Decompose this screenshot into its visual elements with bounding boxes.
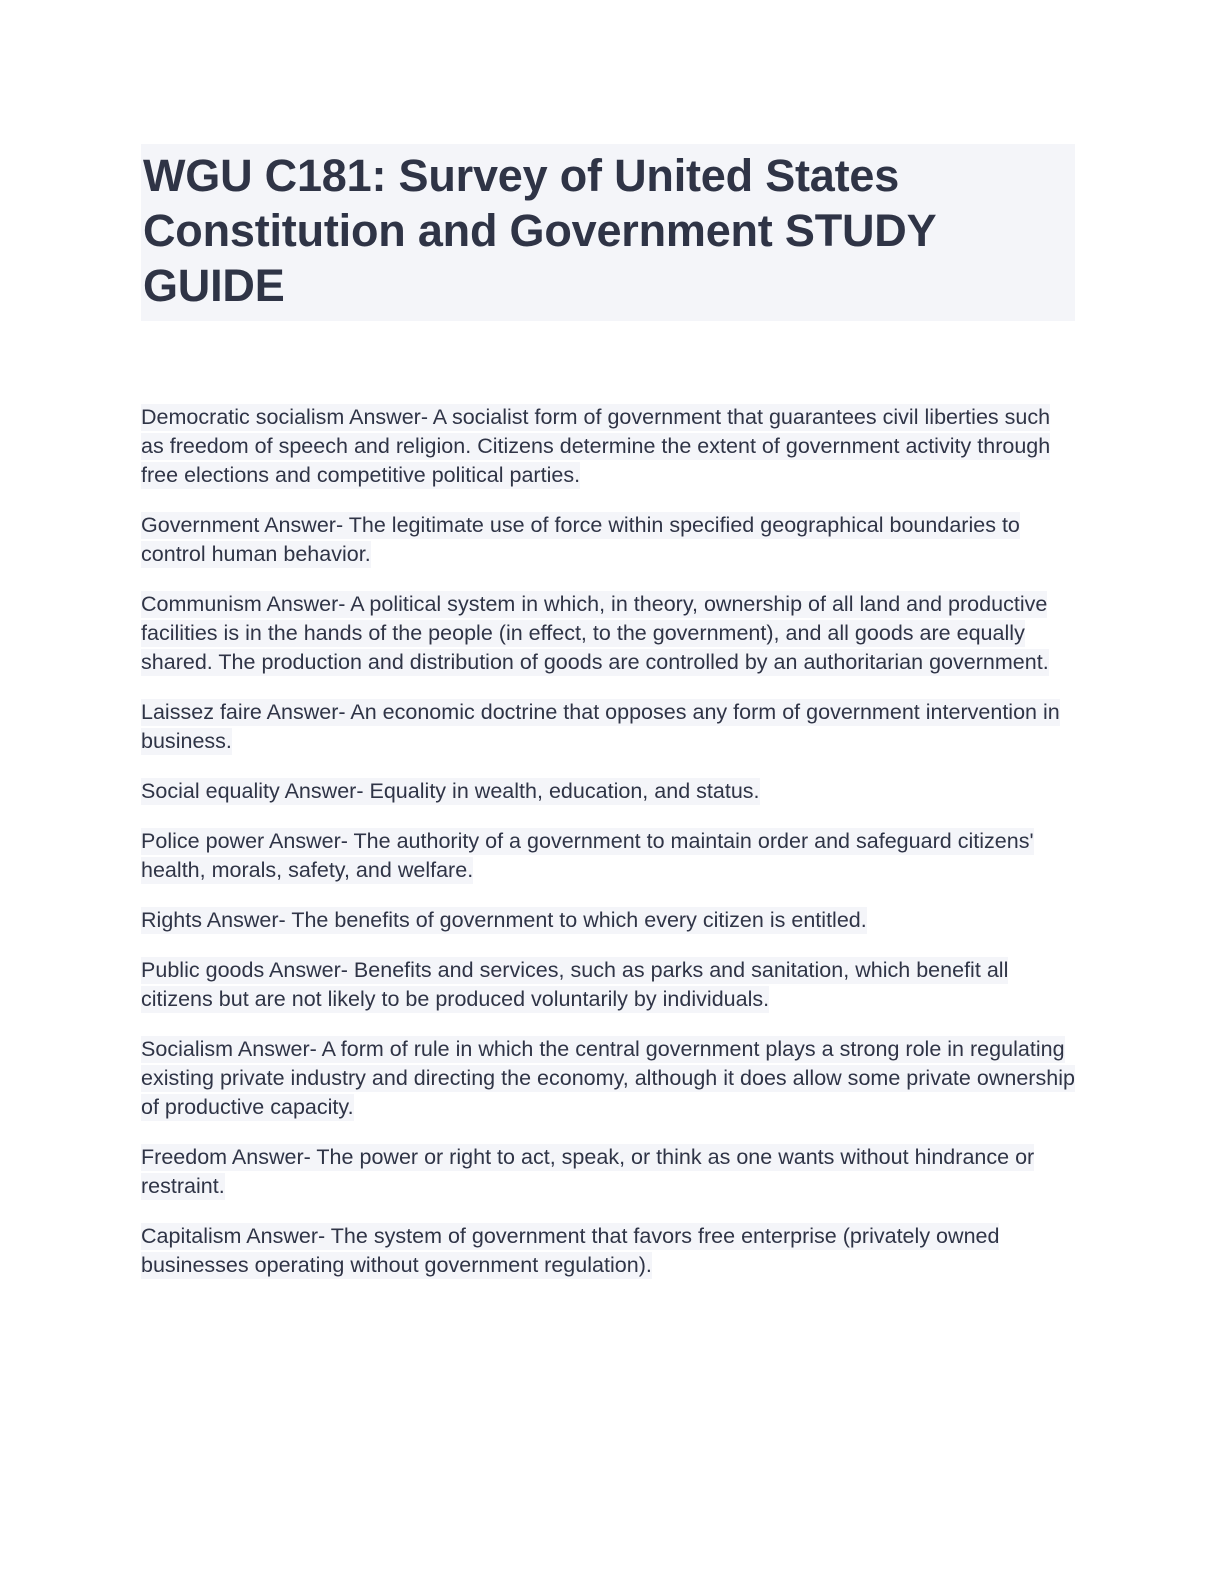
definition-paragraph <box>141 827 1075 885</box>
definition-paragraph <box>141 777 1075 806</box>
definition-text: Social equality Answer- Equality in wealth, education, and status. <box>141 779 760 803</box>
definition-paragraph <box>141 511 1075 569</box>
definition-paragraph <box>141 1035 1075 1122</box>
definition-paragraph <box>141 1222 1075 1280</box>
definition-paragraph <box>141 590 1075 677</box>
definition-text: Rights Answer- The benefits of government to which every citizen is entitled. <box>141 908 867 932</box>
page-title: WGU C181: Survey of United States Constitution and Government STUDY GUIDE <box>141 144 1075 321</box>
definition-paragraph <box>141 698 1075 756</box>
definition-paragraph <box>141 906 1075 935</box>
definition-text: Laissez faire Answer- An economic doctrine that opposes any form of government intervention in business. <box>141 700 1060 753</box>
definition-text: Police power Answer- The authority of a government to maintain order and safeguard citizens' health, morals, safety, and welfare. <box>141 829 1034 882</box>
definitions-list <box>141 403 1075 1280</box>
definition-text: Communism Answer- A political system in which, in theory, ownership of all land and productive facilities is in the hands of the people (in effect, to the government), and all goods are equally shared. The production and distribution of goods are controlled by an authoritarian government. <box>141 592 1049 674</box>
definition-paragraph <box>141 403 1075 490</box>
definition-paragraph <box>141 1143 1075 1201</box>
definition-text: Government Answer- The legitimate use of force within specified geographical boundaries to control human behavior. <box>141 513 1020 566</box>
definition-text: Capitalism Answer- The system of government that favors free enterprise (privately owned businesses operating without government regulation). <box>141 1224 1000 1277</box>
document-content-column <box>141 144 1075 1280</box>
definition-text: Public goods Answer- Benefits and services, such as parks and sanitation, which benefit all citizens but are not likely to be produced voluntarily by individuals. <box>141 958 1009 1011</box>
definition-paragraph <box>141 956 1075 1014</box>
definition-text: Socialism Answer- A form of rule in which the central government plays a strong role in regulating existing private industry and directing the economy, although it does allow some private ownership of productive capacity. <box>141 1037 1075 1119</box>
definition-text: Freedom Answer- The power or right to act, speak, or think as one wants without hindrance or restraint. <box>141 1145 1035 1198</box>
definition-text: Democratic socialism Answer- A socialist form of government that guarantees civil liberties such as freedom of speech and religion. Citizens determine the extent of government activity through free elections and competitive political parties. <box>141 405 1051 487</box>
